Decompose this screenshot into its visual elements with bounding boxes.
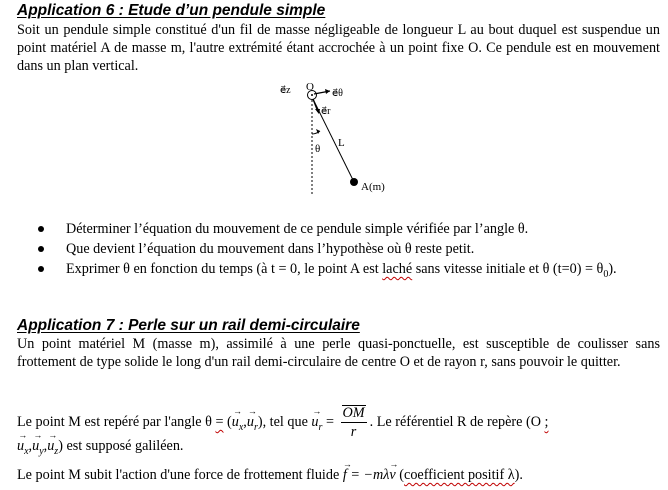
question-list [38, 220, 660, 286]
figure-label-etheta: e⃗θ [332, 88, 343, 99]
list-item: Déterminer l’équation du mouvement de ce pendule simple vérifiée par l’angle θ. [38, 220, 660, 238]
vector-u3: → $u_z$ [47, 430, 59, 457]
application-6-title: Application 6 : Etude d’un pendule simple [17, 2, 326, 19]
figure-label-er: e⃗r [321, 106, 331, 117]
figure-label-A: A(m) [361, 181, 385, 193]
list-item: Que devient l’équation du mouvement dans l’hypothèse où θ reste petit. [38, 240, 660, 258]
pendulum-figure [278, 78, 398, 196]
application-6-intro: Soit un pendule simple constitué d'un fil de masse négligeable de longueur L au bout duquel est suspendue un point matériel A de masse m, l'autre extrémité étant accrochée à un point fixe O. Ce pendule est en mouvement dans un plan vertical. [17, 22, 660, 74]
list-item: Exprimer θ en fonction du temps (à t = 0, le point A est laché sans vitesse initiale et θ $(t=0) = \theta_0$). [38, 260, 660, 284]
vector-u2: → $u_y$ [32, 430, 44, 457]
figure-label-theta: θ [315, 143, 321, 155]
application-7-title: Application 7 : Perle sur un rail demi-circulaire [17, 317, 360, 334]
application-7-intro: Un point matériel M (masse m), assimilé à une perle quasi-ponctuelle, est susceptible de coulisser sans frottement de type solide le long d'un rail demi-circulaire de centre O et de rayon r, sans pouvoir le quitter. [17, 336, 660, 370]
vector-ux: → $u_x$ [231, 405, 244, 433]
pendulum-string [313, 99, 354, 182]
friction-force-line: Le point M subit l'action d'une force de frottement fluide → f = −mλ → v (coefficient positif λ). [17, 459, 523, 483]
vector-f: → f [342, 459, 352, 483]
position-definition: Le point M est repéré par l'angle θ = ( → $u_x$, → $u_r$), tel que → $u_r$ = $\frac{OM}{r}$ . Le référentiel R de repère (O ; [17, 405, 549, 440]
vector-u-r: → $u_r$ [311, 405, 323, 433]
figure-label-L: L [338, 137, 345, 149]
figure-label-O: O [306, 81, 314, 93]
mass-point-A [350, 178, 358, 186]
fraction-om-over-r: $\frac{OM}{r}$ [342, 405, 365, 440]
reference-frame-line: → $u_x$, → $u_y$, → $u_z$) est supposé galiléen. [17, 437, 183, 461]
vector-u1: → $u_x$ [17, 430, 29, 457]
bullet-icon [38, 266, 44, 272]
figure-label-ez: e⃗z [280, 85, 291, 96]
vector-ur: → $u_r$ [246, 405, 258, 433]
vector-v: → v [389, 459, 399, 483]
bullet-icon [38, 226, 44, 232]
bullet-icon [38, 246, 44, 252]
